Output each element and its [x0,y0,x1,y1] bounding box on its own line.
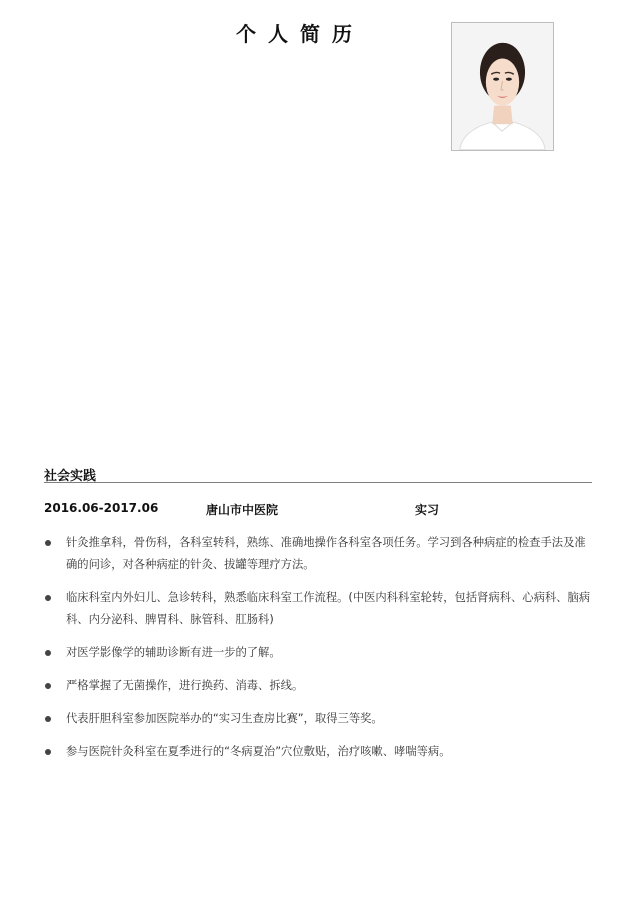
practice-bullet-list [44,532,594,774]
section-title-social-practice: 社会实践 [44,469,97,484]
portrait-illustration [452,23,553,150]
bullet-item: 代表肝胆科室参加医院举办的“实习生查房比赛”，取得三等奖。 [44,708,594,730]
entry-role: 实习 [415,503,440,517]
entry-date: 2016.06-2017.06 [44,501,159,515]
entry-organization: 唐山市中医院 [206,503,279,517]
profile-photo [451,22,554,151]
bullet-item: 严格掌握了无菌操作，进行换药、消毒、拆线。 [44,675,594,697]
bullet-item: 参与医院针灸科室在夏季进行的“冬病夏治”穴位敷贴，治疗咳嗽、哮喘等病。 [44,741,594,763]
practice-entry-header [44,501,592,519]
bullet-item: 对医学影像学的辅助诊断有进一步的了解。 [44,642,594,664]
bullet-item: 临床科室内外妇儿、急诊转科，熟悉临床科室工作流程。(中医内科科室轮转，包括肾病科、心病科、脑病科、内分泌科、脾胃科、脉管科、肛肠科) [44,587,594,631]
resume-title: 个人简历 [236,22,364,46]
bullet-item: 针灸推拿科，骨伤科，各科室转科，熟练、准确地操作各科室各项任务。学习到各种病症的检查手法及准确的问诊，对各种病症的针灸、拔罐等理疗方法。 [44,532,594,576]
section-divider [44,482,592,483]
